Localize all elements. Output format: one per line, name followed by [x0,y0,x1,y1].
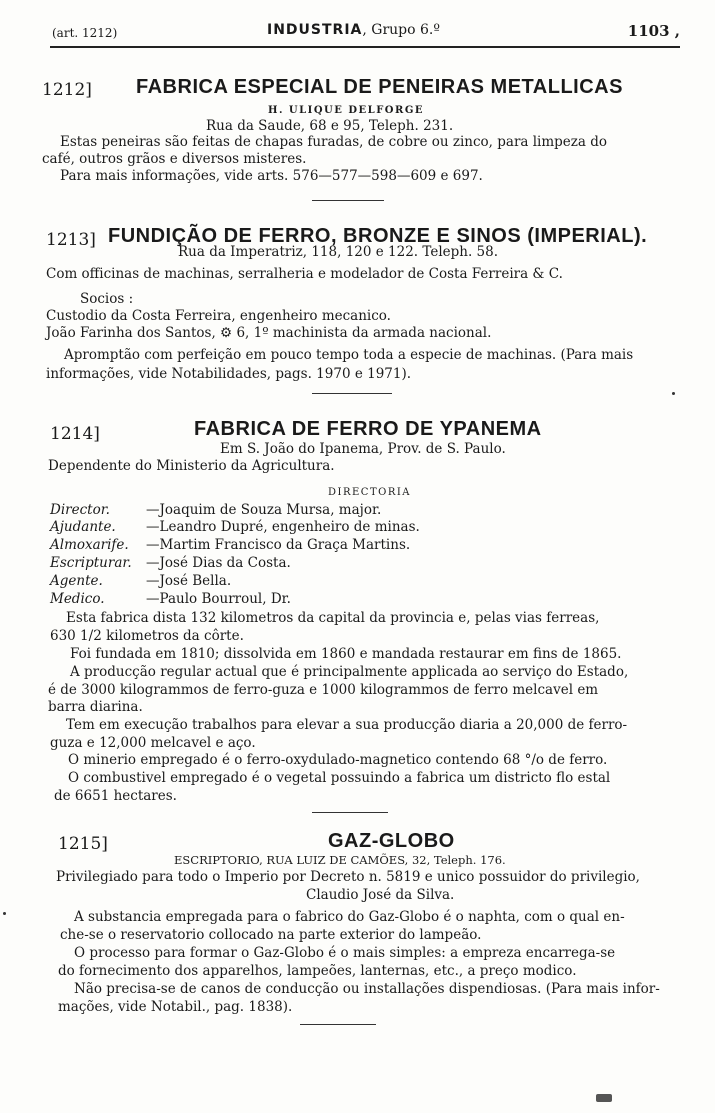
entry-text-line: Claudio José da Silva. [306,887,455,903]
entry-address: Rua da Imperatriz, 118, 120 e 122. Teleph. 58. [178,244,499,260]
entry-text-line: guza e 12,000 melcavel e aço. [50,735,256,751]
directoria-role: Ajudante. [50,519,116,535]
entry-text-line: Privilegiado para todo o Imperio por Decreto n. 5819 e unico possuidor do privilegio, [56,869,640,885]
entry-text-line: João Farinha dos Santos, ⚙ 6, 1º machinista da armada nacional. [46,325,492,341]
entry-text-line: O combustivel empregado é o vegetal possuindo a fabrica um districto flo estal [68,770,611,786]
header-group: , Grupo 6.º [362,22,440,38]
entry-separator [312,200,384,201]
entry-proprietor: H. ULIQUE DELFORGE [268,105,424,116]
header-rule [50,46,680,48]
entry-text-line: che-se o reservatorio collocado na parte exterior do lampeão. [60,927,482,943]
entry-number: 1213] [46,230,96,250]
header-brand: INDUSTRIA [267,22,363,38]
entry-text-line: Com officinas de machinas, serralheria e modelador de Costa Ferreira & C. [46,266,563,282]
entry-text-line: barra diarina. [48,699,143,715]
directoria-role: Escripturar. [50,555,132,571]
entry-number: 1215] [58,834,108,854]
entry-text-line: mações, vide Notabil., pag. 1838). [58,999,293,1015]
entry-text-line: é de 3000 kilogrammos de ferro-guza e 1000 kilogrammos de ferro melcavel em [48,682,599,698]
entry-text-line: Estas peneiras são feitas de chapas furadas, de cobre ou zinco, para limpeza do [60,134,608,150]
directoria-name: —Joaquim de Souza Mursa, major. [146,502,382,518]
directoria-name: —José Bella. [146,573,232,589]
entry-text-line: A substancia empregada para o fabrico do Gaz-Globo é o naphta, com o qual en- [74,909,625,925]
entry-text-line: informações, vide Notabilidades, pags. 1970 e 1971). [46,366,412,382]
entry-number: 1212] [42,80,92,100]
directoria-role: Medico. [50,591,105,607]
entry-title: FUNDIÇÃO DE FERRO, BRONZE E SINOS (IMPERIAL). [108,225,648,247]
entry-text-line: café, outros grãos e diversos misteres. [42,151,307,167]
directoria-name: —Martim Francisco da Graça Martins. [146,537,411,553]
entry-text-line: 630 1/2 kilometros da côrte. [50,628,244,644]
directoria-role: Almoxarife. [50,537,129,553]
header-article-range: (art. 1212) [52,26,118,40]
entry-separator [312,812,388,813]
directoria-name: —José Dias da Costa. [146,555,291,571]
entry-text-line: Socios : [80,291,134,307]
entry-text-line: do fornecimento dos apparelhos, lampeões, lanternas, etc., a preço modico. [58,963,577,979]
entry-text-line: Esta fabrica dista 132 kilometros da capital da provincia e, pelas vias ferreas, [66,610,600,626]
entry-separator [312,393,392,394]
entry-text-line: A producção regular actual que é principalmente applicada ao serviço do Estado, [70,664,629,680]
entry-address: Em S. João do Ipanema, Prov. de S. Paulo. [220,441,506,457]
entry-text-line: Apromptão com perfeição em pouco tempo toda a especie de machinas. (Para mais [64,347,634,363]
entry-title: FABRICA DE FERRO DE YPANEMA [194,418,542,440]
entry-text-line: Dependente do Ministerio da Agricultura. [48,458,335,474]
entry-text-line: de 6651 hectares. [54,788,177,804]
entry-text-line: Tem em execução trabalhos para elevar a sua producção diaria a 20,000 de ferro- [66,717,628,733]
directoria-name: —Paulo Bourroul, Dr. [146,591,291,607]
entry-title: FABRICA ESPECIAL DE PENEIRAS METALLICAS [136,76,623,98]
entry-address: Rua da Saude, 68 e 95, Teleph. 231. [206,118,454,134]
entry-address: ESCRIPTORIO, RUA LUIZ DE CAMÕES, 32, Teleph. 176. [174,853,506,867]
page-number: 1103 , [627,22,680,40]
entry-number: 1214] [50,424,100,444]
directoria-role: Director. [50,502,110,518]
entry-separator [300,1024,376,1025]
entry-title: GAZ-GLOBO [328,830,455,852]
header-section [267,22,440,38]
scan-mark [596,1094,612,1102]
entry-text-line: Para mais informações, vide arts. 576—577—598—609 e 697. [60,168,483,184]
scan-mark [3,912,6,915]
print-speck [672,392,675,395]
entry-text-line: O processo para formar o Gaz-Globo é o mais simples: a empreza encarrega-se [74,945,616,961]
running-header [52,22,680,44]
entry-text-line: Custodio da Costa Ferreira, engenheiro mecanico. [46,308,391,324]
entry-text-line: Não precisa-se de canos de conducção ou installações dispendiosas. (Para mais infor- [74,981,660,997]
entry-text-line: O minerio empregado é o ferro-oxydulado-magnetico contendo 68 °/o de ferro. [68,752,608,768]
entry-text-line: Foi fundada em 1810; dissolvida em 1860 e mandada restaurar em fins de 1865. [70,646,622,662]
directoria-role: Agente. [50,573,103,589]
directoria-name: —Leandro Dupré, engenheiro de minas. [146,519,420,535]
directoria-heading: DIRECTORIA [328,487,412,498]
